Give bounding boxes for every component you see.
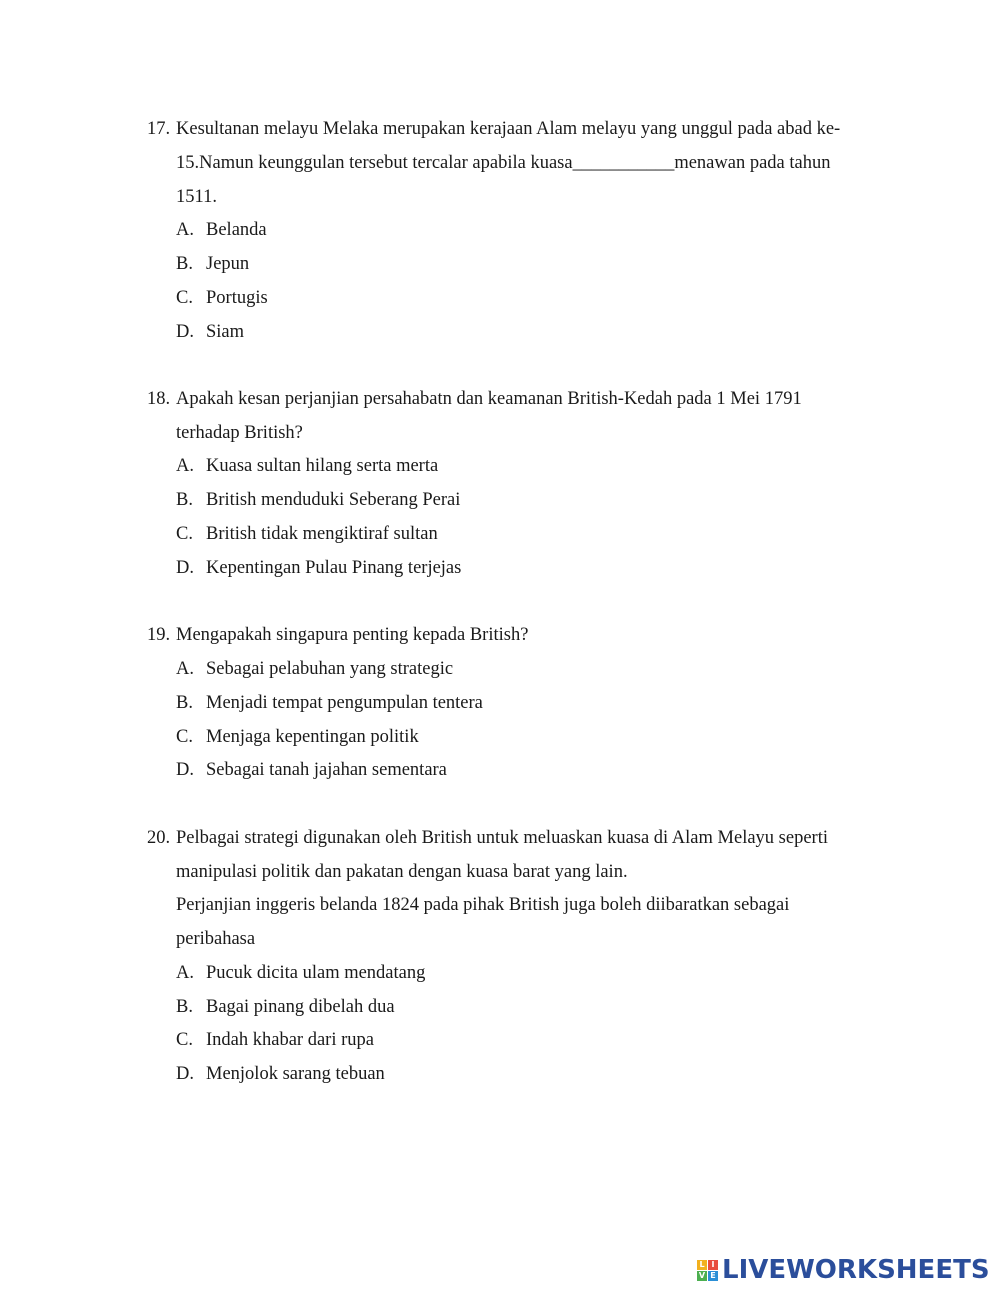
liveworksheets-logo-icon xyxy=(697,1260,718,1281)
question-18-option-d[interactable] xyxy=(176,556,461,580)
option-text: Kuasa sultan hilang serta merta xyxy=(206,456,439,476)
question-17-text-line-2: 15.Namun keunggulan tersebut tercalar apabila kuasa___________menawan pada tahun xyxy=(176,153,831,173)
question-18-number: 18. xyxy=(147,389,171,409)
logo-tile-e: E xyxy=(708,1271,718,1281)
option-text: Menjadi tempat pengumpulan tentera xyxy=(206,693,483,713)
question-17-option-d[interactable] xyxy=(176,320,244,344)
option-letter: A. xyxy=(176,456,194,476)
option-letter: C. xyxy=(176,727,193,747)
option-letter: B. xyxy=(176,997,193,1017)
option-letter: C. xyxy=(176,524,193,544)
question-17-option-b[interactable] xyxy=(176,252,249,276)
option-text: Pucuk dicita ulam mendatang xyxy=(206,963,426,983)
option-text: Belanda xyxy=(206,220,267,240)
option-text: Kepentingan Pulau Pinang terjejas xyxy=(206,558,462,578)
question-18-text-line-1: Apakah kesan perjanjian persahabatn dan keamanan British-Kedah pada 1 Mei 1791 xyxy=(176,389,802,409)
option-text: Sebagai pelabuhan yang strategic xyxy=(206,659,454,679)
question-19-option-b[interactable] xyxy=(176,691,483,715)
question-19-text-line-1: Mengapakah singapura penting kepada British? xyxy=(176,625,529,645)
option-letter: B. xyxy=(176,693,193,713)
option-letter: A. xyxy=(176,963,194,983)
question-19-option-a[interactable] xyxy=(176,657,453,681)
question-17-number: 17. xyxy=(147,119,171,139)
option-letter: C. xyxy=(176,1030,193,1050)
question-17-text-line-3: 1511. xyxy=(176,187,217,207)
liveworksheets-brand[interactable] xyxy=(697,1254,990,1286)
question-20-option-d[interactable] xyxy=(176,1062,385,1086)
question-20-option-b[interactable] xyxy=(176,995,395,1019)
option-text: British menduduki Seberang Perai xyxy=(206,490,461,510)
question-19-number: 19. xyxy=(147,625,171,645)
option-text: Menjolok sarang tebuan xyxy=(206,1064,385,1084)
option-letter: C. xyxy=(176,288,193,308)
question-19-option-d[interactable] xyxy=(176,758,447,782)
option-letter: B. xyxy=(176,490,193,510)
question-20-number: 20. xyxy=(147,828,171,848)
option-text: Menjaga kepentingan politik xyxy=(206,727,419,747)
question-17-option-c[interactable] xyxy=(176,286,268,310)
logo-tile-l: L xyxy=(697,1260,707,1270)
option-letter: A. xyxy=(176,220,194,240)
option-letter: B. xyxy=(176,254,193,274)
question-20-text-line-4: peribahasa xyxy=(176,929,256,949)
option-letter: D. xyxy=(176,558,194,578)
question-20-option-a[interactable] xyxy=(176,961,425,985)
question-20-text-line-1: Pelbagai strategi digunakan oleh British untuk meluaskan kuasa di Alam Melayu seperti xyxy=(176,828,828,848)
option-text: Siam xyxy=(206,322,245,342)
question-18-option-a[interactable] xyxy=(176,454,438,478)
option-letter: A. xyxy=(176,659,194,679)
question-20-option-c[interactable] xyxy=(176,1028,374,1052)
option-text: British tidak mengiktiraf sultan xyxy=(206,524,438,544)
option-text: Portugis xyxy=(206,288,268,308)
question-20-text-line-3: Perjanjian inggeris belanda 1824 pada pihak British juga boleh diibaratkan sebagai xyxy=(176,895,790,915)
question-19-option-c[interactable] xyxy=(176,725,419,749)
logo-tile-v: V xyxy=(698,1270,706,1280)
option-letter: D. xyxy=(176,1064,194,1084)
option-text: Jepun xyxy=(206,254,250,274)
question-17-option-a[interactable] xyxy=(176,218,267,242)
question-18-option-b[interactable] xyxy=(176,488,460,512)
question-17-text-line-1: Kesultanan melayu Melaka merupakan kerajaan Alam melayu yang unggul pada abad ke- xyxy=(176,119,841,139)
question-20-text-line-2: manipulasi politik dan pakatan dengan kuasa barat yang lain. xyxy=(176,862,628,882)
option-letter: D. xyxy=(176,322,194,342)
option-text: Bagai pinang dibelah dua xyxy=(206,997,395,1017)
logo-tile-i: I xyxy=(708,1260,718,1270)
option-letter: D. xyxy=(176,760,194,780)
option-text: Sebagai tanah jajahan sementara xyxy=(206,760,447,780)
brand-name: LIVEWORKSHEETS xyxy=(722,1255,990,1285)
question-18-text-line-2: terhadap British? xyxy=(176,423,303,443)
question-18-option-c[interactable] xyxy=(176,522,438,546)
option-text: Indah khabar dari rupa xyxy=(206,1030,374,1050)
